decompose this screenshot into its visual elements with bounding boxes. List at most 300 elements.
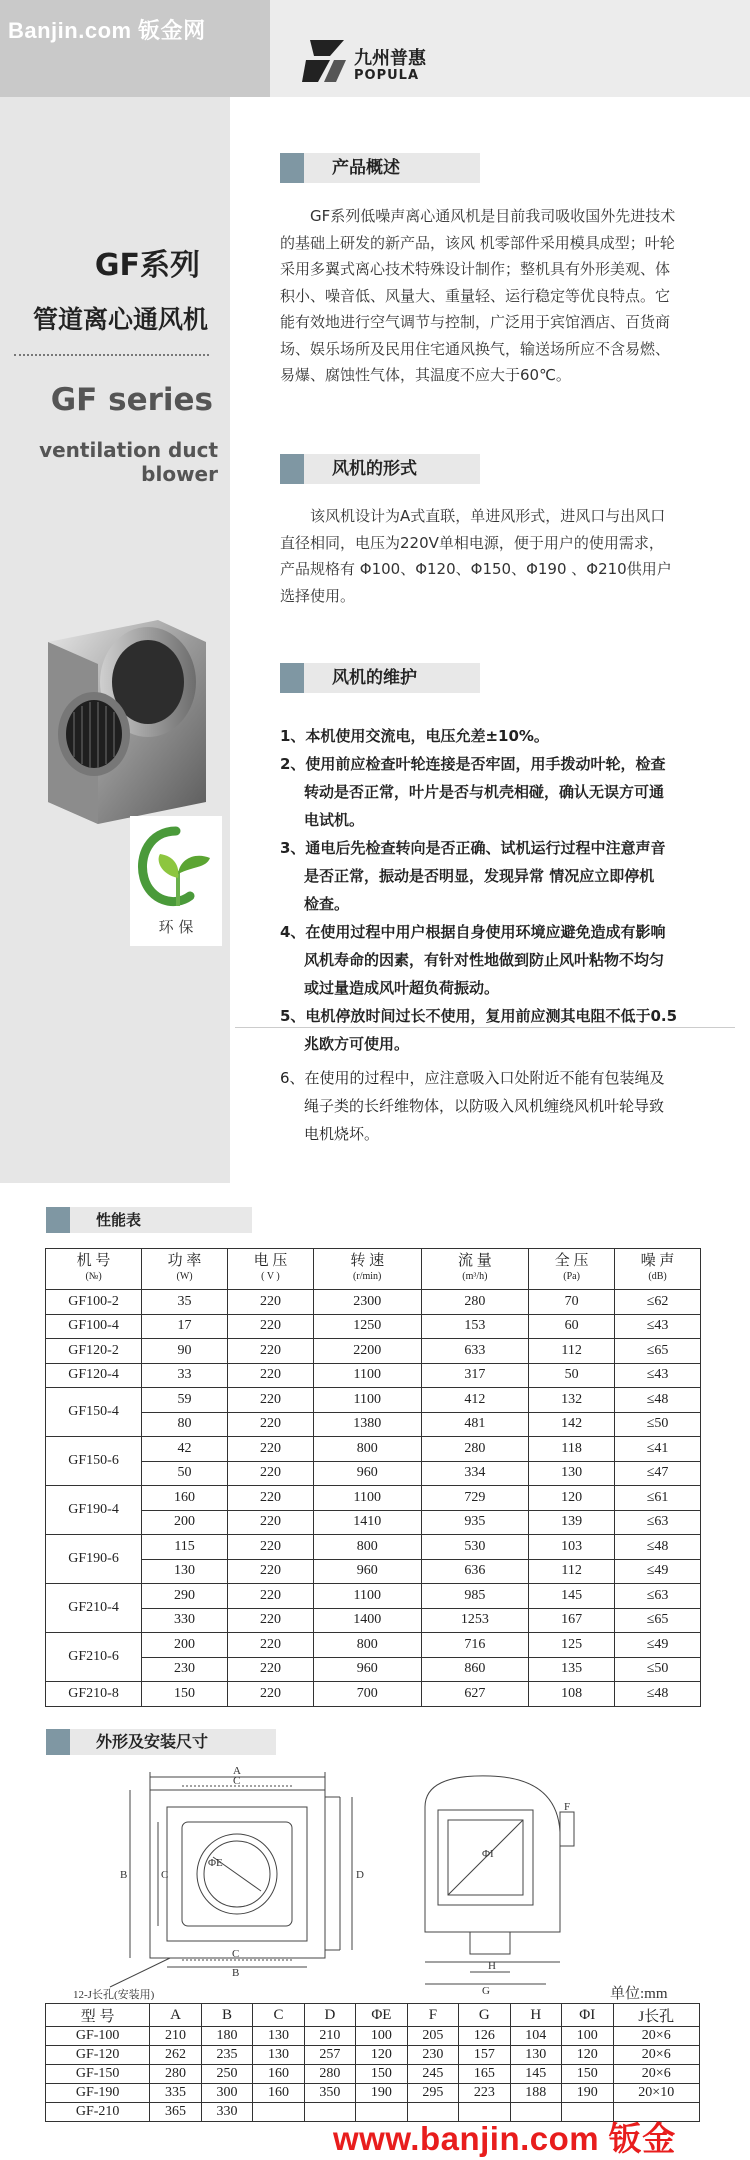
front-view-drawing <box>110 1772 352 1987</box>
table-cell: 960 <box>313 1559 421 1584</box>
table-cell: GF100-2 <box>46 1290 142 1315</box>
column-header: D <box>304 2004 355 2027</box>
eco-logo-text: 环 保 <box>158 918 194 936</box>
table-cell: 139 <box>529 1510 615 1535</box>
maintenance-item <box>280 722 700 750</box>
table-cell: 960 <box>313 1657 421 1682</box>
table-cell: 290 <box>142 1584 228 1609</box>
column-header-unit: (dB) <box>648 1271 667 1282</box>
brand-logo <box>300 30 460 90</box>
table-cell: 200 <box>142 1510 228 1535</box>
table-cell: 280 <box>421 1290 529 1315</box>
table-cell: 530 <box>421 1535 529 1560</box>
table-cell: 103 <box>529 1535 615 1560</box>
table-cell: 200 <box>142 1633 228 1658</box>
table-row <box>46 1412 701 1437</box>
column-header-label: 电 压 <box>253 1253 288 1269</box>
table-cell: ≤43 <box>615 1363 701 1388</box>
table-cell: 280 <box>421 1437 529 1462</box>
overview-line: 易爆、腐蚀性气体，其温度不应大于60℃。 <box>280 366 571 384</box>
table-cell: 130 <box>253 2027 304 2046</box>
column-header: 型 号 <box>46 2004 150 2027</box>
column-header-unit: ( V ) <box>261 1271 280 1282</box>
table-cell: 220 <box>228 1461 314 1486</box>
table-header-row <box>46 1249 701 1290</box>
table-row <box>46 1657 701 1682</box>
column-header: ΦE <box>356 2004 407 2027</box>
table-row <box>46 1559 701 1584</box>
table-cell: 160 <box>142 1486 228 1511</box>
maintenance-line: 兆欧方可使用。 <box>304 1035 410 1053</box>
table-cell: 130 <box>142 1559 228 1584</box>
table-cell: GF120-4 <box>46 1363 142 1388</box>
performance-table <box>45 1248 701 1707</box>
table-cell: 90 <box>142 1339 228 1364</box>
overview-line: 的基础上研发的新产品，该风 机零部件采用模具成型；叶轮 <box>280 233 675 252</box>
table-cell: 335 <box>150 2084 201 2103</box>
table-cell: 2200 <box>313 1339 421 1364</box>
label-e: ΦE <box>208 1857 223 1869</box>
maintenance-line: 电试机。 <box>304 811 365 829</box>
table-cell: 100 <box>356 2027 407 2046</box>
label-c-top: C <box>233 1775 241 1787</box>
dotted-divider <box>14 354 209 356</box>
table-row <box>46 1314 701 1339</box>
column-header-label: 流 量 <box>457 1253 492 1269</box>
table-cell: 188 <box>510 2084 561 2103</box>
form-paragraph <box>280 503 700 609</box>
maintenance-line: 转动是否正常，叶片是否与机壳相碰，确认无误方可通 <box>304 783 665 801</box>
maintenance-line: 4、在使用过程中用户根据自身使用环境应避免造成有影响 <box>280 923 666 941</box>
table-row <box>46 2046 700 2065</box>
table-cell: GF190-4 <box>46 1486 142 1535</box>
table-cell: 35 <box>142 1290 228 1315</box>
column-header-unit: (m³/h) <box>462 1271 488 1282</box>
section-heading-maintenance <box>280 663 480 693</box>
table-row <box>46 2027 700 2046</box>
section-bar <box>280 153 304 183</box>
section-heading-dimensions <box>46 1729 276 1755</box>
maintenance-item <box>280 750 700 834</box>
section-bar <box>46 1729 70 1755</box>
table-cell: 108 <box>529 1682 615 1707</box>
table-cell: 190 <box>562 2084 613 2103</box>
section-heading-performance <box>46 1207 252 1233</box>
label-c-bottom: C <box>232 1948 240 1960</box>
table-cell: 860 <box>421 1657 529 1682</box>
table-row <box>46 1510 701 1535</box>
table-cell: 220 <box>228 1608 314 1633</box>
column-header: B <box>201 2004 252 2027</box>
table-cell: ≤47 <box>615 1461 701 1486</box>
table-cell: 262 <box>150 2046 201 2065</box>
table-cell: 220 <box>228 1486 314 1511</box>
dimension-diagram <box>70 1762 690 2000</box>
form-line: 该风机设计为A式直联，单进风形式，进风口与出风口 <box>310 507 666 525</box>
table-cell: 210 <box>304 2027 355 2046</box>
column-header-unit: (№) <box>85 1271 102 1282</box>
column-header-unit: (r/min) <box>353 1271 382 1282</box>
column-header-label: 噪 声 <box>640 1253 675 1269</box>
table-cell: 190 <box>356 2084 407 2103</box>
table-cell: 42 <box>142 1437 228 1462</box>
column-header: G <box>459 2004 510 2027</box>
table-cell: 985 <box>421 1584 529 1609</box>
table-cell: ≤41 <box>615 1437 701 1462</box>
table-cell: GF210-6 <box>46 1633 142 1682</box>
column-header-label: 机 号 <box>76 1253 111 1269</box>
column-header-unit: (W) <box>176 1271 193 1282</box>
table-row <box>46 1633 701 1658</box>
table-cell: 700 <box>313 1682 421 1707</box>
table-cell: 112 <box>529 1559 615 1584</box>
table-cell: 1100 <box>313 1388 421 1413</box>
section-heading-form <box>280 454 480 484</box>
table-cell: 50 <box>529 1363 615 1388</box>
form-line: 产品规格有 Φ100、Φ120、Φ150、Φ190 、Φ210供用户 <box>280 560 672 578</box>
table-cell: 220 <box>228 1363 314 1388</box>
overview-line: 能有效地进行空气调节与控制，广泛用于宾馆酒店、百货商 <box>280 313 671 331</box>
table-row <box>46 1682 701 1707</box>
table-cell: 317 <box>421 1363 529 1388</box>
table-cell: 17 <box>142 1314 228 1339</box>
table-header-row <box>46 2004 700 2027</box>
watermark-bottom: www.banjin.com 钣金 <box>333 2120 676 2157</box>
table-cell: 150 <box>142 1682 228 1707</box>
table-cell: 220 <box>228 1510 314 1535</box>
table-cell: 716 <box>421 1633 529 1658</box>
table-cell: 230 <box>407 2046 458 2065</box>
table-cell: 235 <box>201 2046 252 2065</box>
divider-line <box>235 1027 735 1028</box>
overview-line: 积小、噪音低、风量大、重量轻、运行稳定等优良特点。它 <box>280 286 671 305</box>
table-row <box>46 1608 701 1633</box>
table-cell: ≤62 <box>615 1290 701 1315</box>
table-cell: 157 <box>459 2046 510 2065</box>
section-title: 产品概述 <box>304 153 480 183</box>
table-cell: 245 <box>407 2065 458 2084</box>
column-header <box>313 1249 421 1290</box>
table-row <box>46 2065 700 2084</box>
table-cell: 160 <box>253 2084 304 2103</box>
table-cell: 633 <box>421 1339 529 1364</box>
table-cell: 20×10 <box>613 2084 700 2103</box>
column-header: H <box>510 2004 561 2027</box>
column-header <box>529 1249 615 1290</box>
column-header <box>142 1249 228 1290</box>
table-cell: 100 <box>562 2027 613 2046</box>
overview-line: 采用多翼式离心技术特殊设计制作；整机具有外形美观、体 <box>280 260 671 278</box>
column-header-unit: (Pa) <box>563 1271 580 1282</box>
table-cell: GF150-4 <box>46 1388 142 1437</box>
table-cell: 118 <box>529 1437 615 1462</box>
table-cell: 220 <box>228 1412 314 1437</box>
table-cell: 300 <box>201 2084 252 2103</box>
series-subtitle-cn: 管道离心通风机 <box>32 305 208 334</box>
table-cell: ≤49 <box>615 1559 701 1584</box>
table-row <box>46 1363 701 1388</box>
section-title: 外形及安装尺寸 <box>70 1729 276 1755</box>
table-cell: ≤61 <box>615 1486 701 1511</box>
table-cell: 205 <box>407 2027 458 2046</box>
side-view-labels <box>482 1801 570 1997</box>
side-view-drawing <box>425 1776 574 1984</box>
table-cell: 1380 <box>313 1412 421 1437</box>
table-cell: 210 <box>150 2027 201 2046</box>
table-cell: 180 <box>201 2027 252 2046</box>
table-cell: 365 <box>150 2103 201 2122</box>
table-row <box>46 1486 701 1511</box>
maintenance-line: 3、通电后先检查转向是否正确、试机运行过程中注意声音 <box>280 839 666 857</box>
table-cell: 130 <box>510 2046 561 2065</box>
column-header: ΦI <box>562 2004 613 2027</box>
table-cell: GF-210 <box>46 2103 150 2122</box>
section-heading-overview <box>280 153 480 183</box>
series-subtitle-en: ventilation duct blower <box>39 438 218 486</box>
table-cell: 1410 <box>313 1510 421 1535</box>
unit-label: 单位:mm <box>610 1986 668 2002</box>
table-cell: 330 <box>142 1608 228 1633</box>
table-cell: GF190-6 <box>46 1535 142 1584</box>
section-bar <box>280 454 304 484</box>
table-cell: 120 <box>356 2046 407 2065</box>
table-cell: 80 <box>142 1412 228 1437</box>
table-cell: 2300 <box>313 1290 421 1315</box>
table-cell: 960 <box>313 1461 421 1486</box>
table-cell: 280 <box>150 2065 201 2084</box>
table-cell: 126 <box>459 2027 510 2046</box>
maintenance-item <box>280 834 700 918</box>
table-cell: 1100 <box>313 1486 421 1511</box>
table-row <box>46 1388 701 1413</box>
label-holes: 12-J长孔(安装用) <box>73 1989 155 2000</box>
table-cell: ≤50 <box>615 1412 701 1437</box>
table-cell: 220 <box>228 1314 314 1339</box>
table-cell: 132 <box>529 1388 615 1413</box>
label-c-left: C <box>161 1869 169 1881</box>
table-cell: 257 <box>304 2046 355 2065</box>
table-cell: ≤48 <box>615 1535 701 1560</box>
column-header <box>421 1249 529 1290</box>
label-b-bottom: B <box>232 1967 240 1979</box>
table-row <box>46 1437 701 1462</box>
dimensions-table <box>45 2003 700 2122</box>
table-cell: 142 <box>529 1412 615 1437</box>
table-cell: ≤48 <box>615 1388 701 1413</box>
table-cell: 220 <box>228 1437 314 1462</box>
table-cell: 1253 <box>421 1608 529 1633</box>
column-header-label: 转 速 <box>350 1253 385 1269</box>
column-header-label: 全 压 <box>554 1253 589 1269</box>
table-cell: 153 <box>421 1314 529 1339</box>
maintenance-line: 1、本机使用交流电，电压允差±10%。 <box>280 727 549 745</box>
table-cell: 729 <box>421 1486 529 1511</box>
maintenance-line: 2、使用前应检查叶轮连接是否牢固，用手拨动叶轮，检查 <box>280 755 666 773</box>
column-header: A <box>150 2004 201 2027</box>
table-cell: ≤65 <box>615 1339 701 1364</box>
table-cell: 800 <box>313 1535 421 1560</box>
label-f: F <box>564 1801 571 1813</box>
table-cell: GF120-2 <box>46 1339 142 1364</box>
table-cell: GF210-4 <box>46 1584 142 1633</box>
table-cell: ≤63 <box>615 1510 701 1535</box>
section-title: 风机的维护 <box>304 663 480 693</box>
table-cell: 1100 <box>313 1584 421 1609</box>
section-title: 性能表 <box>70 1207 252 1233</box>
table-cell: GF-190 <box>46 2084 150 2103</box>
table-cell: 800 <box>313 1437 421 1462</box>
column-header: C <box>253 2004 304 2027</box>
column-header <box>228 1249 314 1290</box>
table-cell: 165 <box>459 2065 510 2084</box>
table-cell: 145 <box>510 2065 561 2084</box>
brand-name-cn: 九州普惠 <box>354 48 426 69</box>
maintenance-item <box>280 1064 700 1148</box>
table-cell: 150 <box>562 2065 613 2084</box>
table-cell: 33 <box>142 1363 228 1388</box>
front-view-labels <box>73 1765 364 2000</box>
form-line: 选择使用。 <box>280 586 356 605</box>
table-cell: 125 <box>529 1633 615 1658</box>
maintenance-line: 风机寿命的因素，有针对性地做到防止风叶粘物不均匀 <box>304 951 665 969</box>
table-cell: GF-150 <box>46 2065 150 2084</box>
maintenance-line: 是否正常，振动是否明显，发现异常 情况应立即停机 <box>304 867 655 885</box>
table-cell <box>253 2103 304 2122</box>
maintenance-line: 电机烧坏。 <box>304 1125 380 1143</box>
table-cell: 627 <box>421 1682 529 1707</box>
table-cell: 220 <box>228 1290 314 1315</box>
table-cell: 412 <box>421 1388 529 1413</box>
table-cell: 481 <box>421 1412 529 1437</box>
maintenance-line: 检查。 <box>304 895 350 913</box>
section-title: 风机的形式 <box>304 454 480 484</box>
maintenance-item <box>280 1002 700 1058</box>
maintenance-line: 绳子类的长纤维物体，以防吸入风机缠绕风机叶轮导致 <box>304 1097 665 1115</box>
table-cell: GF150-6 <box>46 1437 142 1486</box>
table-cell: 220 <box>228 1633 314 1658</box>
table-row <box>46 2084 700 2103</box>
table-cell: 230 <box>142 1657 228 1682</box>
brand-name-en: POPULA <box>354 68 420 83</box>
brand-mark-icon <box>300 34 350 86</box>
table-cell: 935 <box>421 1510 529 1535</box>
table-cell: 220 <box>228 1657 314 1682</box>
table-cell: ≤63 <box>615 1584 701 1609</box>
table-cell: 350 <box>304 2084 355 2103</box>
table-cell: 130 <box>529 1461 615 1486</box>
table-cell: 330 <box>201 2103 252 2122</box>
table-cell: 800 <box>313 1633 421 1658</box>
table-cell: ≤50 <box>615 1657 701 1682</box>
column-header: F <box>407 2004 458 2027</box>
table-cell: 70 <box>529 1290 615 1315</box>
table-cell: GF100-4 <box>46 1314 142 1339</box>
table-cell: GF-100 <box>46 2027 150 2046</box>
table-row <box>46 1535 701 1560</box>
section-bar <box>46 1207 70 1233</box>
table-cell: 115 <box>142 1535 228 1560</box>
table-cell: 135 <box>529 1657 615 1682</box>
table-cell: 250 <box>201 2065 252 2084</box>
maintenance-line: 6、在使用的过程中，应注意吸入口处附近不能有包装绳及 <box>280 1069 665 1087</box>
label-g: G <box>482 1985 490 1997</box>
series-title-cn: GF系列 <box>94 248 200 283</box>
table-cell: 220 <box>228 1535 314 1560</box>
table-cell: 160 <box>253 2065 304 2084</box>
table-cell: 145 <box>529 1584 615 1609</box>
maintenance-line: 或过量造成风叶超负荷振动。 <box>304 979 500 997</box>
table-row <box>46 1290 701 1315</box>
table-cell: 60 <box>529 1314 615 1339</box>
table-cell: 334 <box>421 1461 529 1486</box>
column-header <box>46 1249 142 1290</box>
table-cell: 220 <box>228 1584 314 1609</box>
table-row <box>46 1584 701 1609</box>
table-cell: 280 <box>304 2065 355 2084</box>
form-line: 直径相同，电压为220V单相电源，便于用户的使用需求， <box>280 533 664 552</box>
label-a: A <box>233 1765 241 1777</box>
left-column-panel <box>0 0 230 1183</box>
table-cell: 150 <box>356 2065 407 2084</box>
table-cell: 220 <box>228 1339 314 1364</box>
table-cell: ≤43 <box>615 1314 701 1339</box>
maintenance-list <box>280 722 700 1148</box>
table-cell: 104 <box>510 2027 561 2046</box>
label-b-left: B <box>120 1869 128 1881</box>
overview-line: 场、娱乐场所及民用住宅通风换气，输送场所应不含易燃、 <box>280 339 671 358</box>
column-header: J长孔 <box>613 2004 700 2027</box>
table-cell: ≤65 <box>615 1608 701 1633</box>
overview-paragraph <box>280 203 700 389</box>
section-bar <box>280 663 304 693</box>
table-cell: 1100 <box>313 1363 421 1388</box>
table-cell: 120 <box>562 2046 613 2065</box>
table-cell: 220 <box>228 1388 314 1413</box>
table-cell: 220 <box>228 1682 314 1707</box>
maintenance-line: 5、电机停放时间过长不使用，复用前应测其电阻不低于0.5 <box>280 1007 678 1025</box>
table-cell: ≤49 <box>615 1633 701 1658</box>
table-row <box>46 1339 701 1364</box>
column-header <box>615 1249 701 1290</box>
table-cell: GF-120 <box>46 2046 150 2065</box>
label-i: ΦI <box>482 1848 494 1860</box>
eco-logo <box>130 816 222 946</box>
table-cell: 636 <box>421 1559 529 1584</box>
table-cell: GF210-8 <box>46 1682 142 1707</box>
maintenance-item <box>280 918 700 1002</box>
table-cell: 1400 <box>313 1608 421 1633</box>
fan-product-image <box>38 612 213 827</box>
series-title-en: GF series <box>50 382 213 418</box>
table-cell: 220 <box>228 1559 314 1584</box>
table-row <box>46 1461 701 1486</box>
table-cell: 295 <box>407 2084 458 2103</box>
table-cell: 59 <box>142 1388 228 1413</box>
table-cell: 120 <box>529 1486 615 1511</box>
watermark-top: Banjin.com 钣金网 <box>8 18 206 43</box>
table-cell: ≤48 <box>615 1682 701 1707</box>
column-header-label: 功 率 <box>167 1253 202 1269</box>
table-cell: 167 <box>529 1608 615 1633</box>
table-cell: 50 <box>142 1461 228 1486</box>
table-cell: 20×6 <box>613 2046 700 2065</box>
table-cell: 20×6 <box>613 2027 700 2046</box>
label-d: D <box>356 1869 364 1881</box>
overview-line: GF系列低噪声离心通风机是目前我司吸收国外先进技术 <box>310 207 676 225</box>
label-h: H <box>488 1960 496 1972</box>
table-cell: 112 <box>529 1339 615 1364</box>
table-cell: 130 <box>253 2046 304 2065</box>
